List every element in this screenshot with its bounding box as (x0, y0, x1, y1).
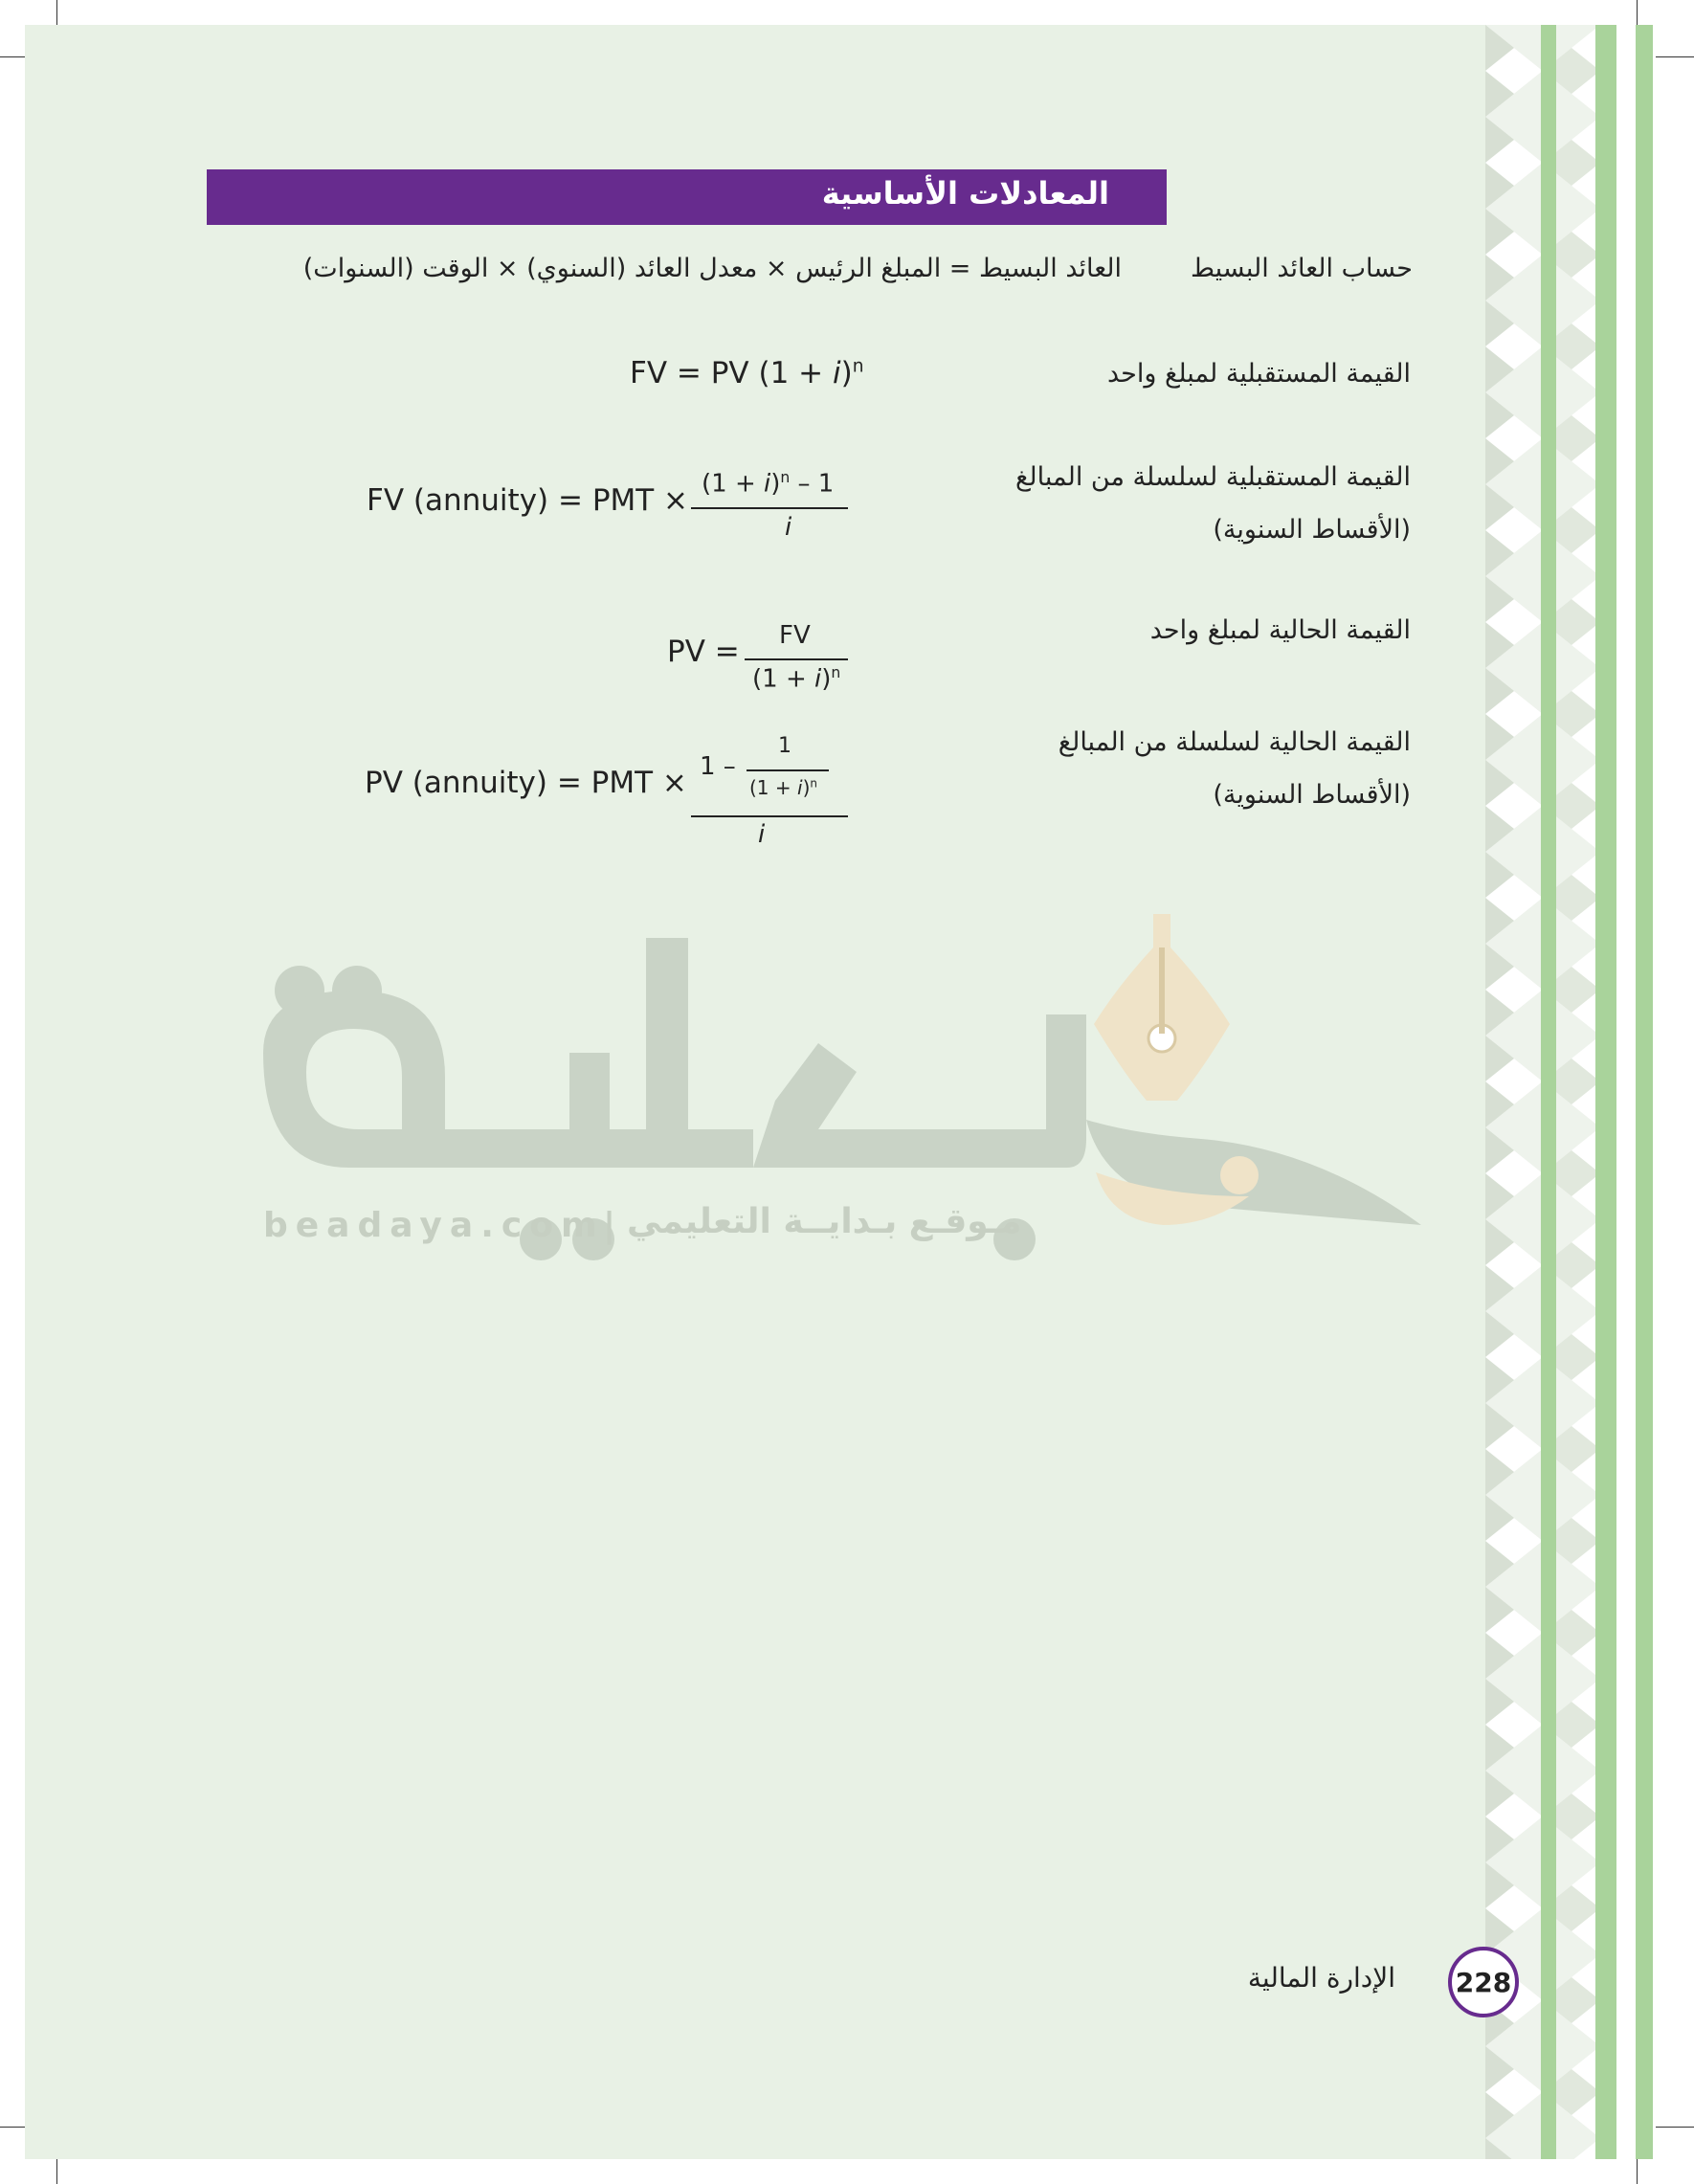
formula-text: FV (779, 621, 811, 650)
watermark-site: beadaya.com (263, 1206, 605, 1245)
formula-text: (1 + (752, 664, 814, 694)
section-header (207, 169, 1167, 225)
formula-var: i (814, 664, 822, 694)
formula-fv-annuity-numerator (702, 469, 834, 499)
formula-text: PV (annuity) = PMT × (365, 766, 687, 800)
formula-text: (1 + (702, 469, 764, 499)
formula-pv-annuity-one (700, 752, 736, 781)
formula-fv-annuity-lhs (367, 483, 688, 518)
formula-exp: n (831, 664, 841, 681)
formula-text: ) (770, 469, 781, 499)
formula-pv-single-denominator (752, 664, 840, 694)
formula-text: 1 – (700, 752, 736, 781)
page-number (1448, 1947, 1519, 2017)
formula-text: ) (840, 356, 853, 390)
formula-var: i (764, 469, 771, 499)
formula-text: – 1 (790, 469, 835, 499)
row-label: القيمة الحالية لمبلغ واحد (1149, 615, 1411, 645)
book-title: الإدارة المالية (1247, 1962, 1395, 1994)
row-label: القيمة الحالية لسلسلة من المبالغ (1058, 727, 1411, 757)
formula-fv-single (630, 356, 864, 390)
section-title: المعادلات الأساسية (821, 175, 1109, 212)
formula-var: i (797, 776, 803, 799)
formula-var: i (758, 820, 766, 849)
formula-text: (1 + (749, 776, 797, 799)
page-number-text: 228 (1455, 1966, 1512, 1998)
formula-pv-annuity-lhs (365, 766, 687, 800)
formula-text: FV (annuity) = PMT × (367, 483, 689, 518)
formula-pv-annuity-inner-numerator (778, 734, 791, 758)
watermark-site-ar: مـوقـع بـدايــة التعليمي (627, 1202, 1022, 1241)
formula-text: ) (821, 664, 832, 694)
fraction-bar (691, 507, 848, 509)
fraction-bar (691, 815, 848, 817)
fraction-bar (747, 769, 829, 771)
formula-fv-annuity-denominator (785, 513, 791, 542)
formula-var: i (832, 356, 841, 390)
row-label: القيمة المستقبلية لمبلغ واحد (1107, 359, 1411, 389)
row-label: القيمة المستقبلية لسلسلة من المبالغ (1015, 462, 1411, 492)
fraction-bar (745, 658, 848, 660)
formula-text: 1 (778, 734, 791, 758)
simple-interest-formula: العائد البسيط = المبلغ الرئيس × معدل العائد (السنوي) × الوقت (السنوات) (302, 254, 1122, 283)
row-label-sub: (الأقساط السنوية) (1213, 515, 1411, 545)
watermark-separator: | (603, 1206, 624, 1245)
watermark-logo (244, 909, 1450, 1273)
formula-pv-single-lhs (667, 635, 740, 669)
formula-text: ) (802, 776, 811, 799)
row-label-sub: (الأقساط السنوية) (1213, 780, 1411, 810)
decorative-side-strip (1485, 25, 1667, 2159)
formula-pv-annuity-inner-denominator (749, 776, 817, 799)
formula-text: FV = PV (1 + (630, 356, 833, 390)
formula-pv-single-numerator (779, 621, 811, 650)
formula-text: PV = (667, 635, 740, 669)
formula-exp: n (780, 469, 791, 486)
formula-pv-annuity-denominator (758, 820, 765, 849)
formula-var: i (785, 513, 792, 542)
formula-exp: n (852, 356, 864, 377)
formula-exp: n (810, 776, 817, 791)
simple-interest-label: حساب العائد البسيط (1191, 254, 1413, 283)
